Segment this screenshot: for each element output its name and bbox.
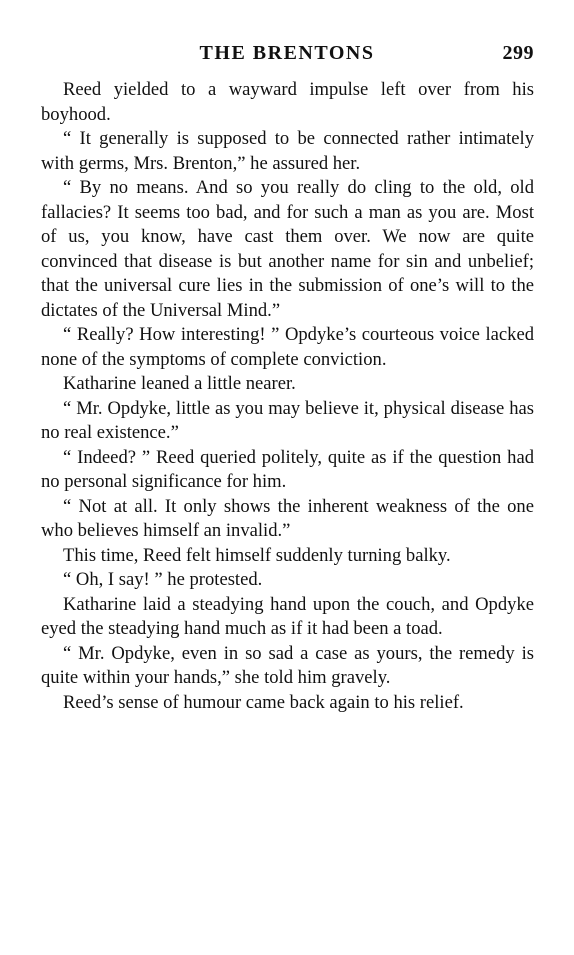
paragraph: “ Not at all. It only shows the inherent weakness of the one who believes himself an invalid.” [41, 495, 534, 541]
paragraph: “ By no means. And so you really do cling to the old, old fallacies? It seems too bad, and for such a man as you are. Most of us, you know, have cast them over. We now are quite convinced that disease is but another name for sin and unbelief; that the universal cure lies in the submission of one’s will to the dictates of the Universal Mind.” [41, 177, 534, 321]
page-header [40, 42, 534, 68]
paragraph: “ Mr. Opdyke, little as you may believe it, physical disease has no real existence.” [41, 397, 534, 443]
paragraph: “ Really? How interesting! ” Opdyke’s courteous voice lacked none of the symptoms of complete conviction. [41, 324, 534, 370]
paragraph: “ It generally is supposed to be connected rather intimately with germs, Mrs. Brenton,” he assured her. [41, 128, 534, 174]
paragraph: “ Mr. Opdyke, even in so sad a case as yours, the remedy is quite within your hands,” she told him gravely. [41, 642, 534, 688]
paragraph: Katharine leaned a little nearer. [63, 373, 296, 394]
paragraph: This time, Reed felt himself suddenly turning balky. [63, 544, 451, 566]
paragraph: “ Indeed? ” Reed queried politely, quite as if the question had no personal significance for him. [41, 446, 534, 492]
body-text [41, 78, 534, 715]
paragraph: Reed’s sense of humour came back again to his relief. [63, 691, 464, 713]
page-number: 299 [502, 42, 534, 64]
running-head: THE BRENTONS [199, 42, 375, 64]
paragraph: Katharine laid a steadying hand upon the couch, and Opdyke eyed the steadying hand much as if it had been a toad. [41, 593, 534, 639]
paragraph: Reed yielded to a wayward impulse left over from his boyhood. [41, 79, 534, 125]
paragraph: “ Oh, I say! ” he protested. [63, 569, 263, 590]
